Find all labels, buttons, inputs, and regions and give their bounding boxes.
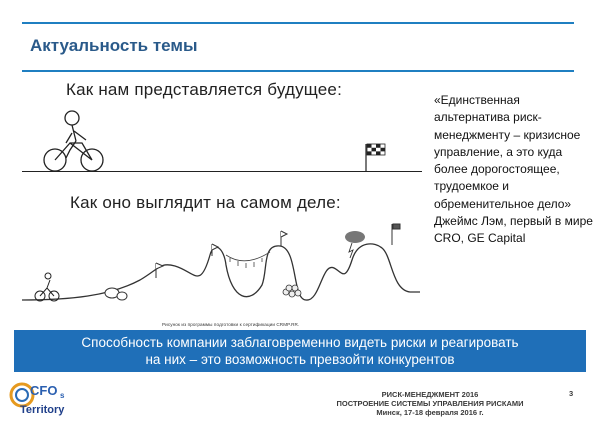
quote-text: «Единственная альтернатива риск-менеджменту – кризисное управление, а это куда более дорогостоящее, трудоемкое и обременительное дело» [434,93,581,211]
real-future-heading: Как оно выглядит на самом деле: [70,193,341,212]
flag-3-icon [281,231,287,246]
smooth-road [22,171,422,172]
finish-flag-icon [366,144,385,171]
page-number: 3 [569,389,574,398]
flag-2-icon [212,244,218,256]
cfos-territory-logo [6,380,76,420]
figure-caption: Рисунок из программы подготовки к сертификации CRMP.RR. [162,322,300,327]
rope-bridge-icon [226,252,270,268]
flag-1-icon [156,263,163,278]
slide-title: Актуальность темы [30,36,198,55]
footer-date: Минск, 17-18 февраля 2016 г. [376,408,484,417]
logo-sub-text: s [60,391,65,400]
small-cyclist-icon [35,273,59,301]
expected-future-heading: Как нам представляется будущее: [66,80,343,99]
quote-block [434,92,594,248]
footer-info [300,390,560,417]
quote-author: Джеймс Лэм, первый в мире CRO, GE Capital [434,214,593,246]
finish-flag-small-icon [392,224,400,245]
boulders-icon [283,285,301,297]
cyclist-icon [44,111,103,171]
bumpy-road [22,244,420,300]
rocks-icon [105,288,127,300]
banner-line-2: на них – это возможность превзойти конкурентов [145,352,455,367]
banner-line-1: Способность компании заблаговременно видеть риски и реагировать [81,335,519,350]
footer-event: РИСК-МЕНЕДЖМЕНТ 2016 [381,390,479,399]
key-message-banner [14,330,586,372]
logo-cfo-text: CFO [30,383,58,398]
footer-topic: ПОСТРОЕНИЕ СИСТЕМЫ УПРАВЛЕНИЯ РИСКАМИ [336,399,524,408]
logo-territory-text: Territory [20,404,65,416]
